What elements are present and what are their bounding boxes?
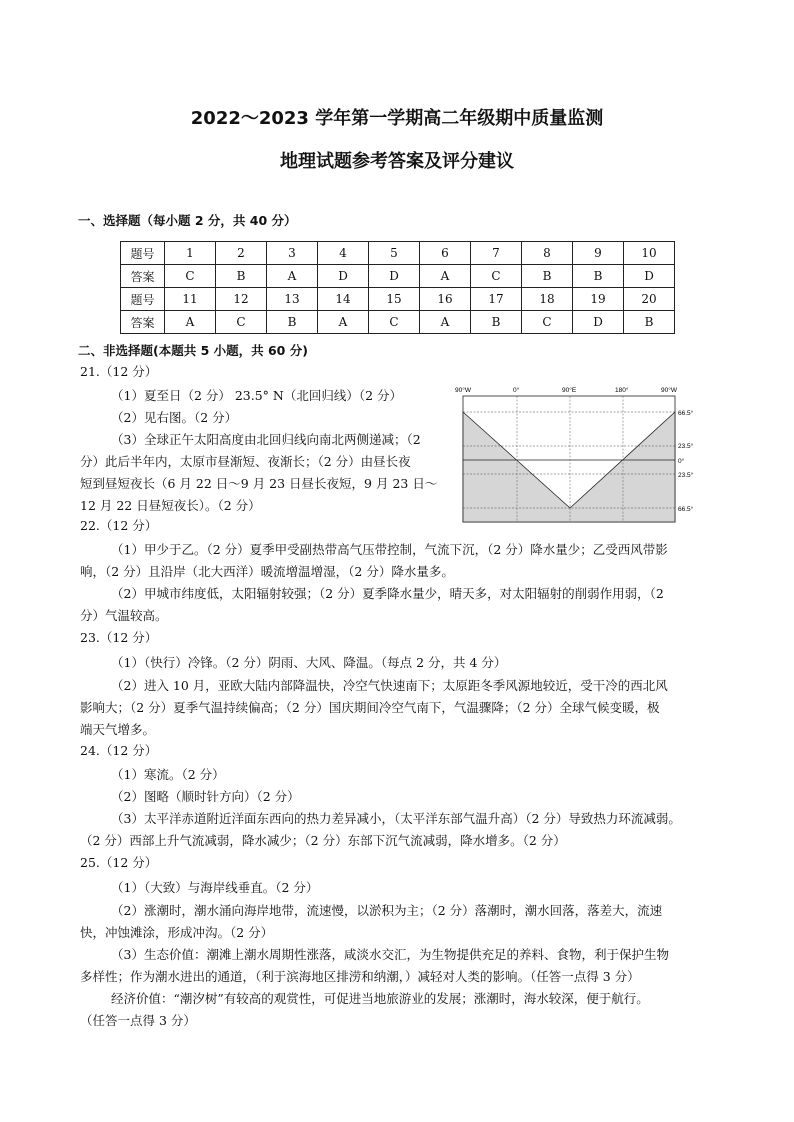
answer-table-cell: 6 — [420, 242, 471, 265]
q21-line: 短到昼短夜长（6 月 22 日～9 月 23 日昼长夜短，9 月 23 日～ — [80, 476, 438, 491]
q21-line: 分）此后半年内，太原市昼渐短、夜渐长；（2 分）由昼长夜 — [80, 454, 411, 469]
answer-table-cell: 2 — [216, 242, 267, 265]
answer-table-cell: C — [165, 265, 216, 288]
answer-table-cell: 10 — [624, 242, 675, 265]
q23-line: （1）（快行）冷锋。（2 分）阴雨、大风、降温。（每点 2 分，共 4 分） — [111, 655, 507, 670]
q25-line: 多样性；作为潮水进出的通道，（利于滨海地区排涝和纳潮，）减轻对人类的影响。（任答一点得 3 分） — [80, 969, 640, 984]
q25-line: 经济价值：“潮汐树”有较高的观赏性，可促进当地旅游业的发展；涨潮时，海水较深，便于航行。 — [111, 991, 649, 1006]
q25-number: 25.（12 分） — [80, 855, 158, 870]
q23-line: 端天气增多。 — [80, 722, 156, 737]
q25-line: （任答一点得 3 分） — [80, 1013, 196, 1028]
answer-table-cell: D — [369, 265, 420, 288]
answer-table-row — [121, 242, 675, 265]
q25-line: 快，冲蚀滩涂，形成冲沟。（2 分） — [80, 925, 274, 940]
lat-label: 66.5° — [678, 506, 694, 513]
document-subtitle: 地理试题参考答案及评分建议 — [280, 151, 514, 172]
q23-line: 影响大；（2 分）夏季气温持续偏高；（2 分）国庆期间冷空气南下，气温骤降；（2 分）全球气候变暖，极 — [80, 700, 660, 715]
answer-table-cell: 7 — [471, 242, 522, 265]
answer-table-cell: B — [216, 265, 267, 288]
q21-line: （1）夏至日（2 分） 23.5° N（北回归线）（2 分） — [111, 388, 403, 403]
q24-line: （2）图略（顺时针方向）（2 分） — [111, 789, 300, 804]
answer-table-cell: D — [318, 265, 369, 288]
answer-table-cell: 3 — [267, 242, 318, 265]
answer-table-cell: 19 — [573, 288, 624, 311]
answer-table-cell: C — [471, 265, 522, 288]
answer-table-cell: 9 — [573, 242, 624, 265]
q24-number: 24.（12 分） — [80, 743, 158, 758]
lon-label: 90°W — [661, 387, 677, 394]
answer-table-cell: 1 — [165, 242, 216, 265]
answer-table-row-header: 答案 — [121, 265, 165, 288]
answer-table-cell: B — [624, 311, 675, 334]
q22-line: 分）气温较高。 — [80, 608, 168, 623]
q21-line: （2）见右图。（2 分） — [111, 410, 238, 425]
answer-table-cell: A — [420, 265, 471, 288]
q22-line: 响，（2 分）且沿岸（北大西洋）暖流增温增湿，（2 分）降水量多。 — [80, 564, 454, 579]
sun-altitude-diagram — [451, 384, 694, 532]
answer-table-cell: 13 — [267, 288, 318, 311]
shaded-night-region — [463, 412, 675, 522]
answer-table-cell: B — [471, 311, 522, 334]
answer-table-cell: 16 — [420, 288, 471, 311]
answer-table-cell: C — [369, 311, 420, 334]
answer-table-cell: A — [420, 311, 471, 334]
answer-table-cell: D — [573, 311, 624, 334]
answer-table-cell: A — [318, 311, 369, 334]
q25-line: （1）（大致）与海岸线垂直。（2 分） — [111, 880, 319, 895]
answer-table-cell: 12 — [216, 288, 267, 311]
answer-table-row-header: 题号 — [121, 288, 165, 311]
document-title: 2022～2023 学年第一学期高二年级期中质量监测 — [190, 108, 604, 129]
answer-table-cell: C — [216, 311, 267, 334]
answer-table-row-header: 答案 — [121, 311, 165, 334]
answer-table-cell: D — [624, 265, 675, 288]
q22-number: 22.（12 分） — [80, 518, 158, 533]
q24-line: （2 分）西部上升气流减弱，降水减少；（2 分）东部下沉气流减弱，降水增多。（2 分） — [80, 833, 566, 848]
q25-line: （3）生态价值：潮滩上潮水周期性涨落，咸淡水交汇，为生物提供充足的养料、食物，利于保护生物 — [111, 947, 669, 962]
answer-table-cell: 15 — [369, 288, 420, 311]
lon-label: 90°E — [562, 387, 577, 394]
answer-table-cell: 8 — [522, 242, 573, 265]
answer-table-cell: A — [165, 311, 216, 334]
answer-table-cell: 18 — [522, 288, 573, 311]
lon-label: 0° — [513, 387, 520, 394]
answer-table-row — [121, 288, 675, 311]
lat-label: 23.5° — [678, 472, 694, 479]
lon-label: 180° — [615, 387, 629, 394]
q24-line: （3）太平洋赤道附近洋面东西向的热力差异减小，（太平洋东部气温升高）（2 分）导致热力环流减弱。 — [111, 811, 681, 826]
q22-line: （1）甲少于乙。（2 分）夏季甲受副热带高气压带控制，气流下沉，（2 分）降水量少；乙受西风带影 — [111, 542, 668, 557]
answer-table-row — [121, 311, 675, 334]
q21-line: （3）全球正午太阳高度由北回归线向南北两侧递减；（2 — [111, 432, 421, 447]
q23-line: （2）进入 10 月，亚欧大陆内部降温快，冷空气快速南下；太原距冬季风源地较近，受干冷的西北风 — [111, 678, 668, 693]
q21-line: 12 月 22 日昼短夜长）。（2 分） — [80, 498, 261, 513]
answer-table-row — [121, 265, 675, 288]
sun-altitude-figure — [451, 384, 694, 532]
lat-label: 0° — [678, 458, 685, 465]
section-2-heading: 二、非选择题(本题共 5 小题，共 60 分) — [78, 343, 308, 358]
lat-label: 23.5° — [678, 443, 694, 450]
lat-label: 66.5° — [678, 410, 694, 417]
answer-table-cell: 17 — [471, 288, 522, 311]
lon-label: 90°W — [455, 387, 471, 394]
answer-table-cell: B — [573, 265, 624, 288]
answer-table-cell: B — [267, 311, 318, 334]
answer-table-cell: C — [522, 311, 573, 334]
section-1-heading: 一、选择题（每小题 2 分，共 40 分） — [78, 213, 297, 228]
q21-number: 21.（12 分） — [80, 364, 158, 379]
answer-table-cell: 14 — [318, 288, 369, 311]
q22-line: （2）甲城市纬度低，太阳辐射较强；（2 分）夏季降水量少，晴天多，对太阳辐射的削弱作用弱，（2 — [111, 586, 664, 601]
answer-table-cell: A — [267, 265, 318, 288]
answer-table-cell: 20 — [624, 288, 675, 311]
q24-line: （1）寒流。（2 分） — [111, 767, 225, 782]
answer-table-cell: 11 — [165, 288, 216, 311]
q25-line: （2）涨潮时，潮水涌向海岸地带，流速慢，以淤积为主；（2 分）落潮时，潮水回落，落差大，流速 — [111, 903, 663, 918]
answer-table-cell: B — [522, 265, 573, 288]
answer-table — [120, 241, 675, 334]
answer-table-row-header: 题号 — [121, 242, 165, 265]
q23-number: 23.（12 分） — [80, 630, 158, 645]
answer-table-cell: 5 — [369, 242, 420, 265]
answer-table-cell: 4 — [318, 242, 369, 265]
